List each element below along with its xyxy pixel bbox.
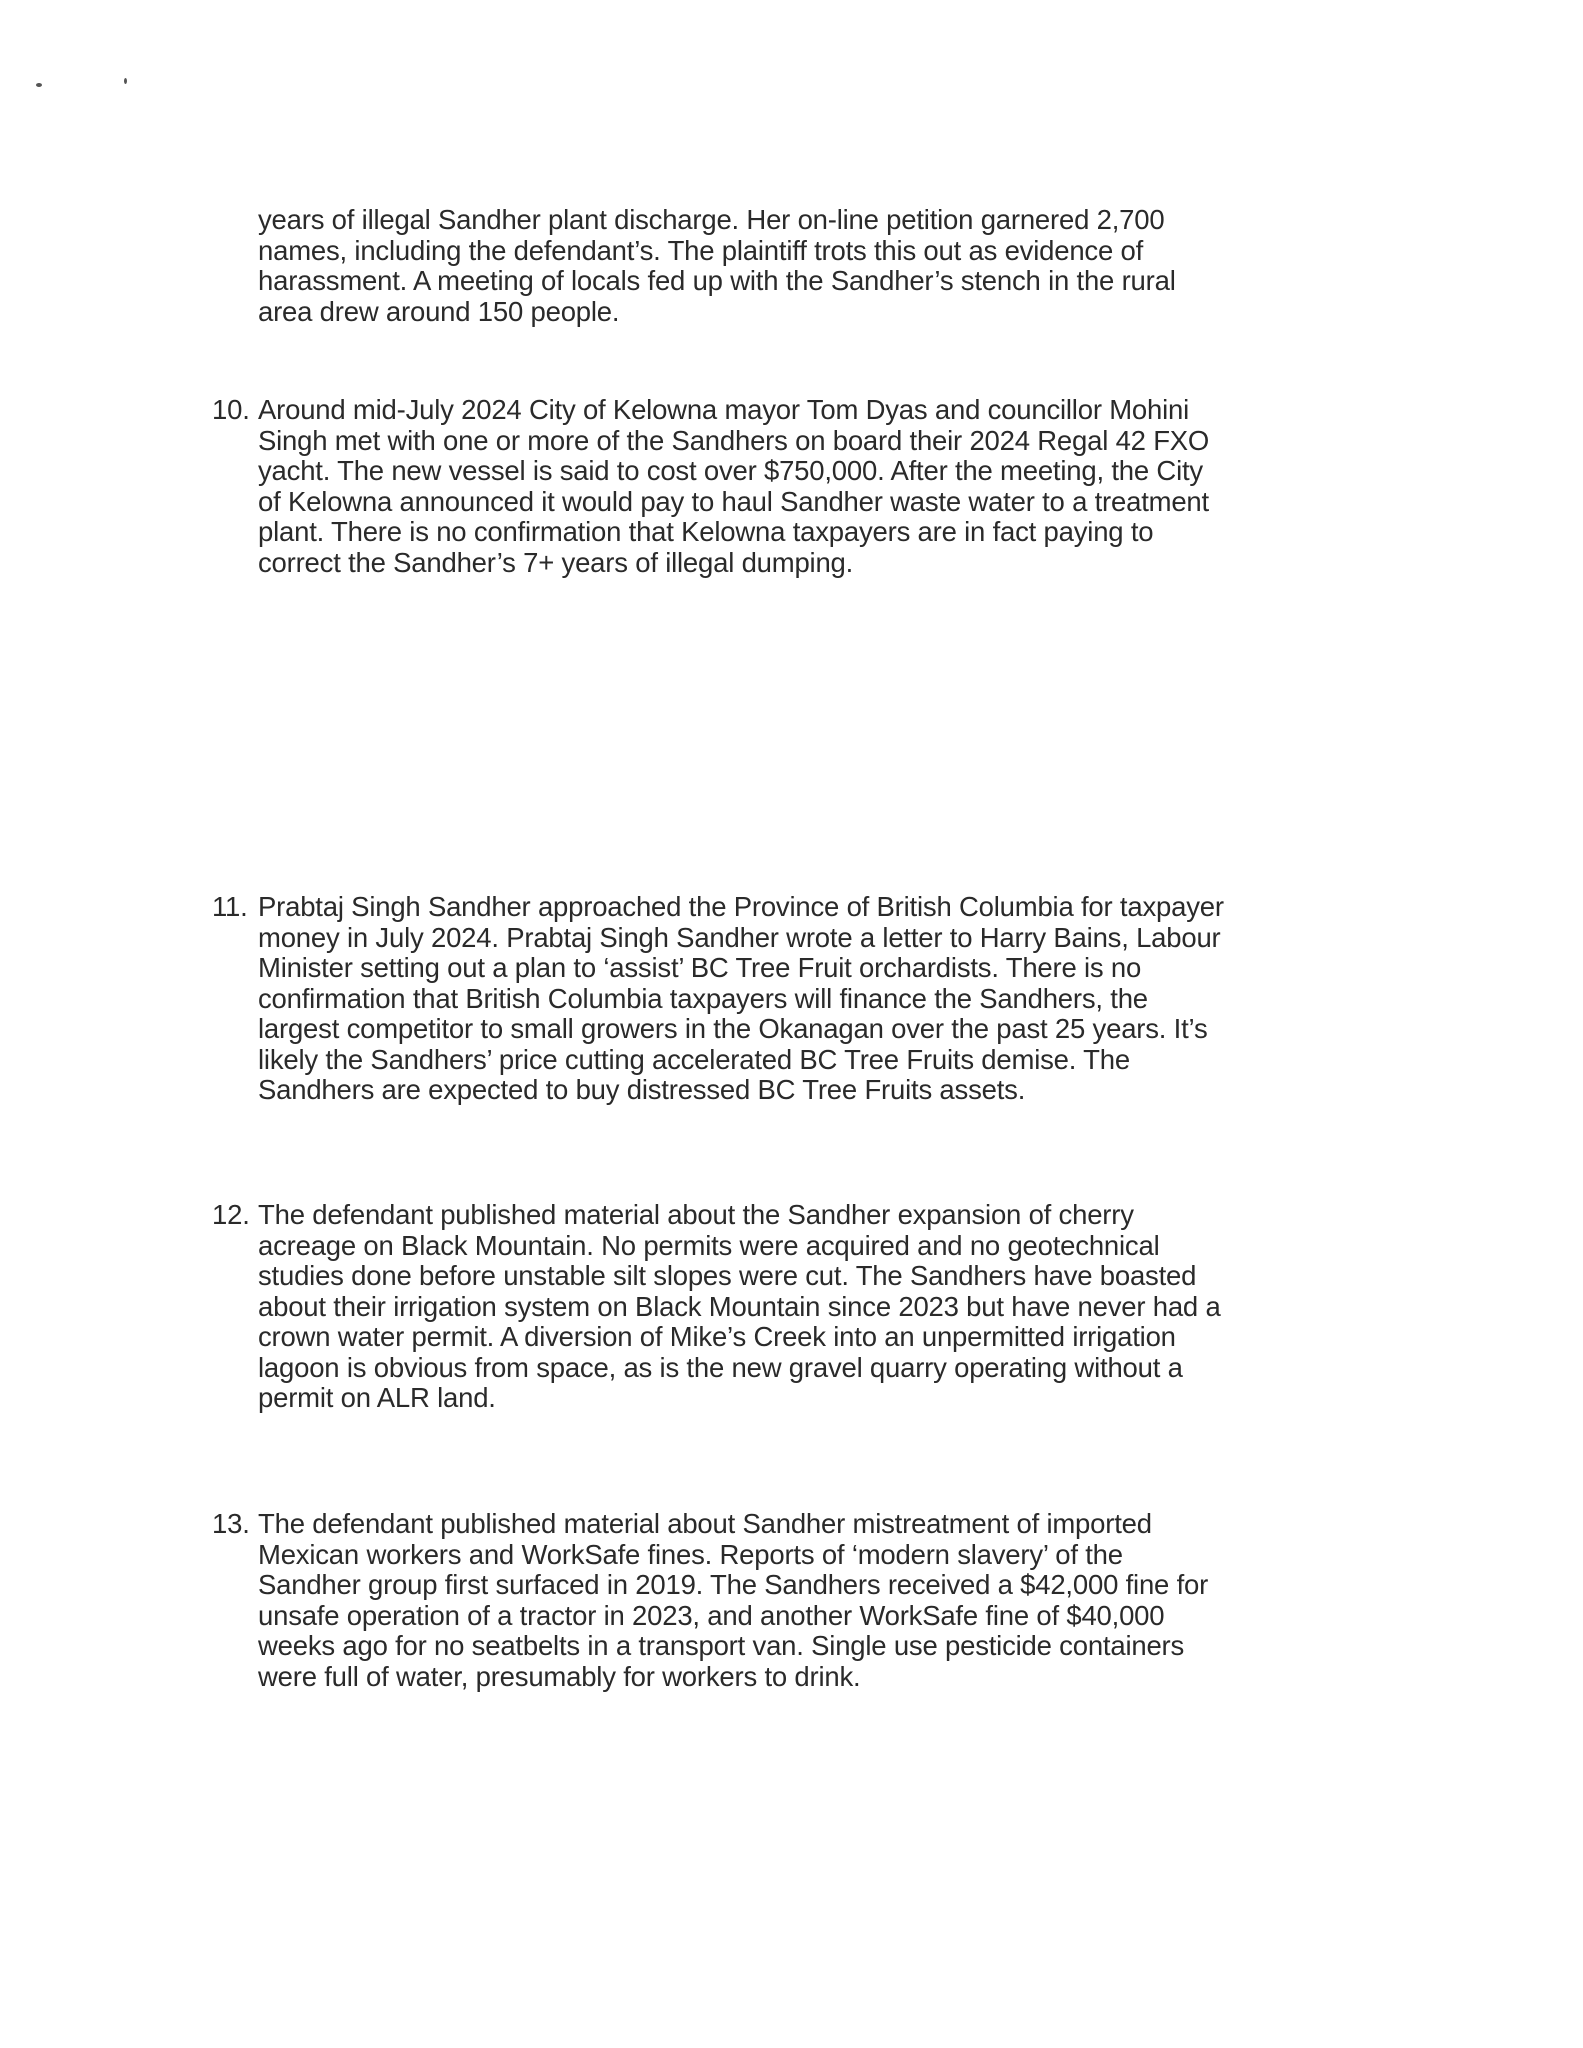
text-line: The defendant published material about Sandher mistreatment of imported	[258, 1508, 1152, 1539]
text-line: yacht. The new vessel is said to cost over $750,000. After the meeting, the City	[258, 455, 1203, 486]
text-line: were full of water, presumably for workers to drink.	[258, 1660, 861, 1692]
text-line: money in July 2024. Prabtaj Singh Sandher wrote a letter to Harry Bains, Labour	[258, 921, 1221, 953]
paragraph-10	[212, 395, 1382, 578]
text-line: years of illegal Sandher plant discharge. Her on-line petition garnered 2,700	[258, 204, 1165, 235]
text-line: crown water permit. A diversion of Mike’s Creek into an unpermitted irrigation	[258, 1321, 1176, 1352]
text-line: harassment. A meeting of locals fed up with the Sandher’s stench in the rural	[258, 265, 1176, 296]
text-line: lagoon is obvious from space, as is the new gravel quarry operating without a	[258, 1351, 1183, 1383]
text-line: Sandher group first surfaced in 2019. The Sandhers received a $42,000 fine for	[258, 1569, 1209, 1600]
text-line: confirmation that British Columbia taxpayers will finance the Sandhers, the	[258, 982, 1148, 1014]
text-line: unsafe operation of a tractor in 2023, and another WorkSafe fine of $40,000	[258, 1599, 1165, 1631]
paragraph-11	[212, 892, 1382, 1106]
text-line: about their irrigation system on Black Mountain since 2023 but have never had a	[258, 1290, 1221, 1322]
text-line: plant. There is no confirmation that Kelowna taxpayers are in fact paying to	[258, 516, 1154, 547]
text-line: correct the Sandher’s 7+ years of illegal dumping.	[258, 546, 854, 578]
paragraph-13	[212, 1509, 1382, 1692]
text-line: Singh met with one or more of the Sandhers on board their 2024 Regal 42 FXO	[258, 424, 1210, 456]
text-line: weeks ago for no seatbelts in a transport van. Single use pesticide containers	[258, 1630, 1185, 1661]
text-line: Minister setting out a plan to ‘assist’ BC Tree Fruit orchardists. There is no	[258, 952, 1142, 983]
text-line: acreage on Black Mountain. No permits were acquired and no geotechnical	[258, 1229, 1160, 1261]
text-line: studies done before unstable silt slopes were cut. The Sandhers have boasted	[258, 1260, 1197, 1291]
text-line: The defendant published material about the Sandher expansion of cherry	[258, 1199, 1134, 1230]
text-line: area drew around 150 people.	[258, 295, 620, 327]
scan-speck	[124, 78, 127, 84]
text-line: Prabtaj Singh Sandher approached the Province of British Columbia for taxpayer	[258, 891, 1224, 922]
text-line: Around mid-July 2024 City of Kelowna mayor Tom Dyas and councillor Mohini	[258, 394, 1190, 425]
text-line: permit on ALR land.	[258, 1382, 496, 1413]
paragraph-number: 11.	[212, 891, 248, 922]
text-line: largest competitor to small growers in the Okanagan over the past 25 years. It’s	[258, 1013, 1208, 1044]
text-line: Mexican workers and WorkSafe fines. Reports of ‘modern slavery’ of the	[258, 1538, 1123, 1570]
text-line: of Kelowna announced it would pay to haul Sandher waste water to a treatment	[258, 485, 1209, 517]
text-line: names, including the defendant’s. The plaintiff trots this out as evidence of	[258, 234, 1144, 266]
text-line: likely the Sandhers’ price cutting accelerated BC Tree Fruits demise. The	[258, 1043, 1130, 1075]
paragraph-12	[212, 1200, 1382, 1414]
paragraph-number: 13.	[212, 1508, 250, 1539]
paragraph-number: 10.	[212, 394, 250, 425]
text-line: Sandhers are expected to buy distressed BC Tree Fruits assets.	[258, 1074, 1026, 1105]
paragraph-number: 12.	[212, 1199, 250, 1230]
scan-speck	[36, 83, 42, 87]
paragraph-continuation	[212, 205, 1382, 327]
